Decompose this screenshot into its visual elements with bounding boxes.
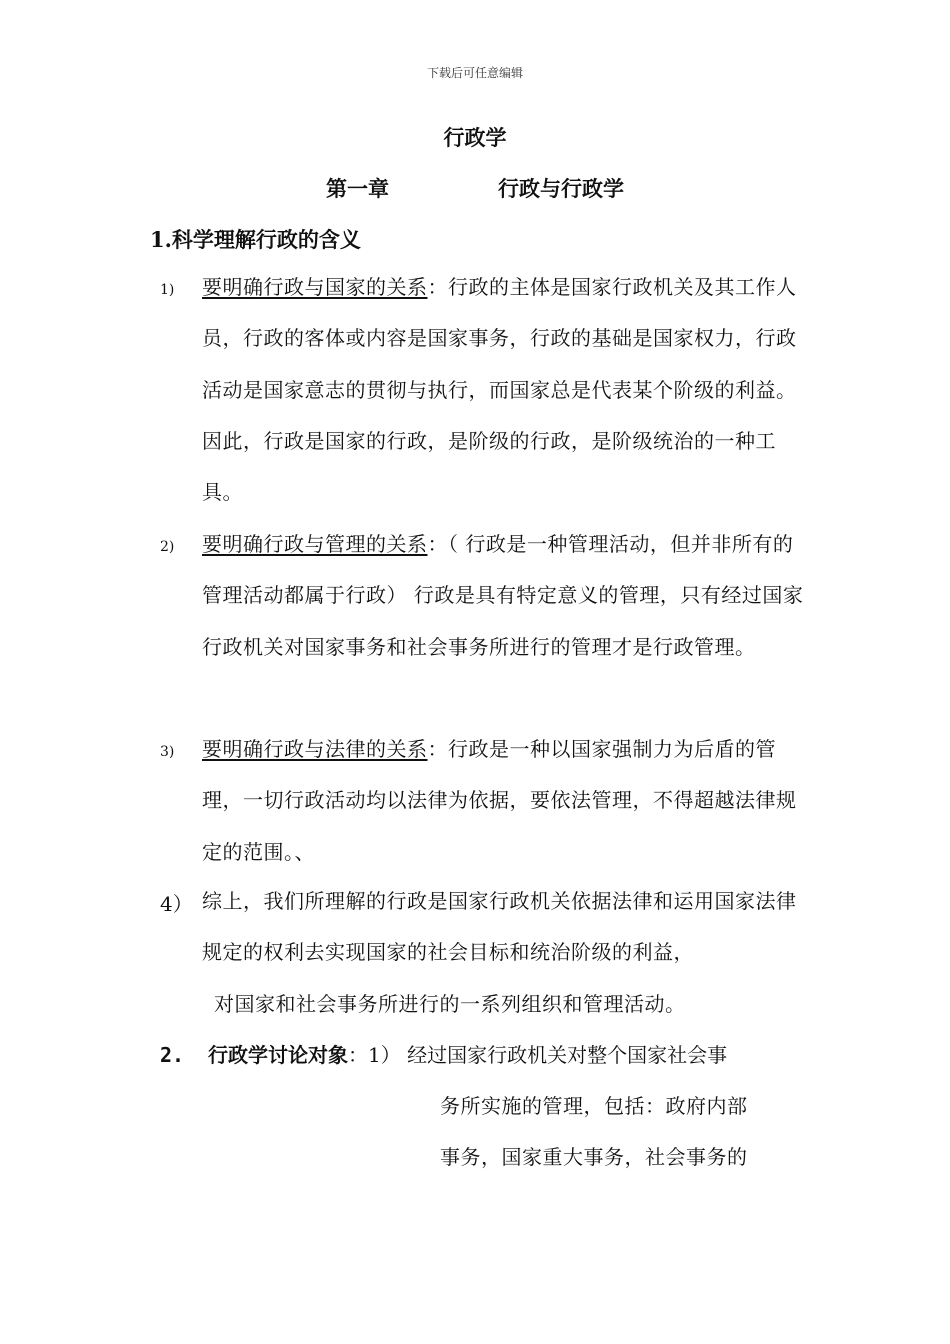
list-item-text: [202, 724, 812, 878]
section-2-heading: [160, 1030, 727, 1081]
list-marker: 4）: [160, 892, 193, 916]
chapter-name: 行政与行政学: [498, 176, 624, 201]
list-marker: 2): [160, 539, 175, 555]
list-item-text: [202, 262, 812, 518]
section-2-label: 行政学讨论对象: [208, 1043, 348, 1067]
chapter-heading: [326, 173, 624, 203]
key-point: 要明确行政与管理的关系: [202, 532, 428, 556]
list-item-text: [202, 519, 812, 673]
chapter-number: 第一章: [326, 176, 389, 201]
list-marker: 3): [160, 744, 175, 760]
list-item-text: [202, 876, 812, 979]
key-point: 要明确行政与法律的关系: [202, 737, 428, 761]
item-body: ：行政是一种以国家强制力为后盾的管理，一切行政活动均以法律为依据，要依法管理，不得超越法律规定的范围。、: [202, 737, 797, 864]
document-title: 行政学: [443, 125, 507, 150]
item-body: 综上，我们所理解的行政是国家行政机关依据法律和运用国家法律规定的权利去实现国家的社会目标和统治阶级的利益，: [202, 889, 797, 965]
section-2-line: 务所实施的管理，包括：政府内部: [440, 1094, 748, 1118]
section-2-intro: ：1） 经过国家行政机关对整个国家社会事: [348, 1043, 728, 1067]
section-2-number: 2.: [160, 1043, 185, 1067]
list-marker: 1): [160, 282, 175, 298]
item-body-last-line: 对国家和社会事务所进行的一系列组织和管理活动。: [214, 992, 686, 1016]
section-1-heading: 1.科学理解行政的含义: [150, 227, 361, 252]
section-2-line: 事务，国家重大事务，社会事务的: [440, 1145, 748, 1169]
item-body: ：行政的主体是国家行政机关及其工作人员，行政的客体或内容是国家事务，行政的基础是国家权力，行政活动是国家意志的贯彻与执行，而国家总是代表某个阶级的利益。因此，行政是国家的行政，是阶级的行政，是阶级统治的一种工具。: [202, 275, 797, 505]
item-body: ：（ 行政是一种管理活动，但并非所有的管理活动都属于行政） 行政是具有特定意义的管理，只有经过国家行政机关对国家事务和社会事务所进行的管理才是行政管理。: [202, 532, 804, 659]
header-note: 下载后可任意编辑: [426, 66, 523, 80]
key-point: 要明确行政与国家的关系: [202, 275, 428, 299]
